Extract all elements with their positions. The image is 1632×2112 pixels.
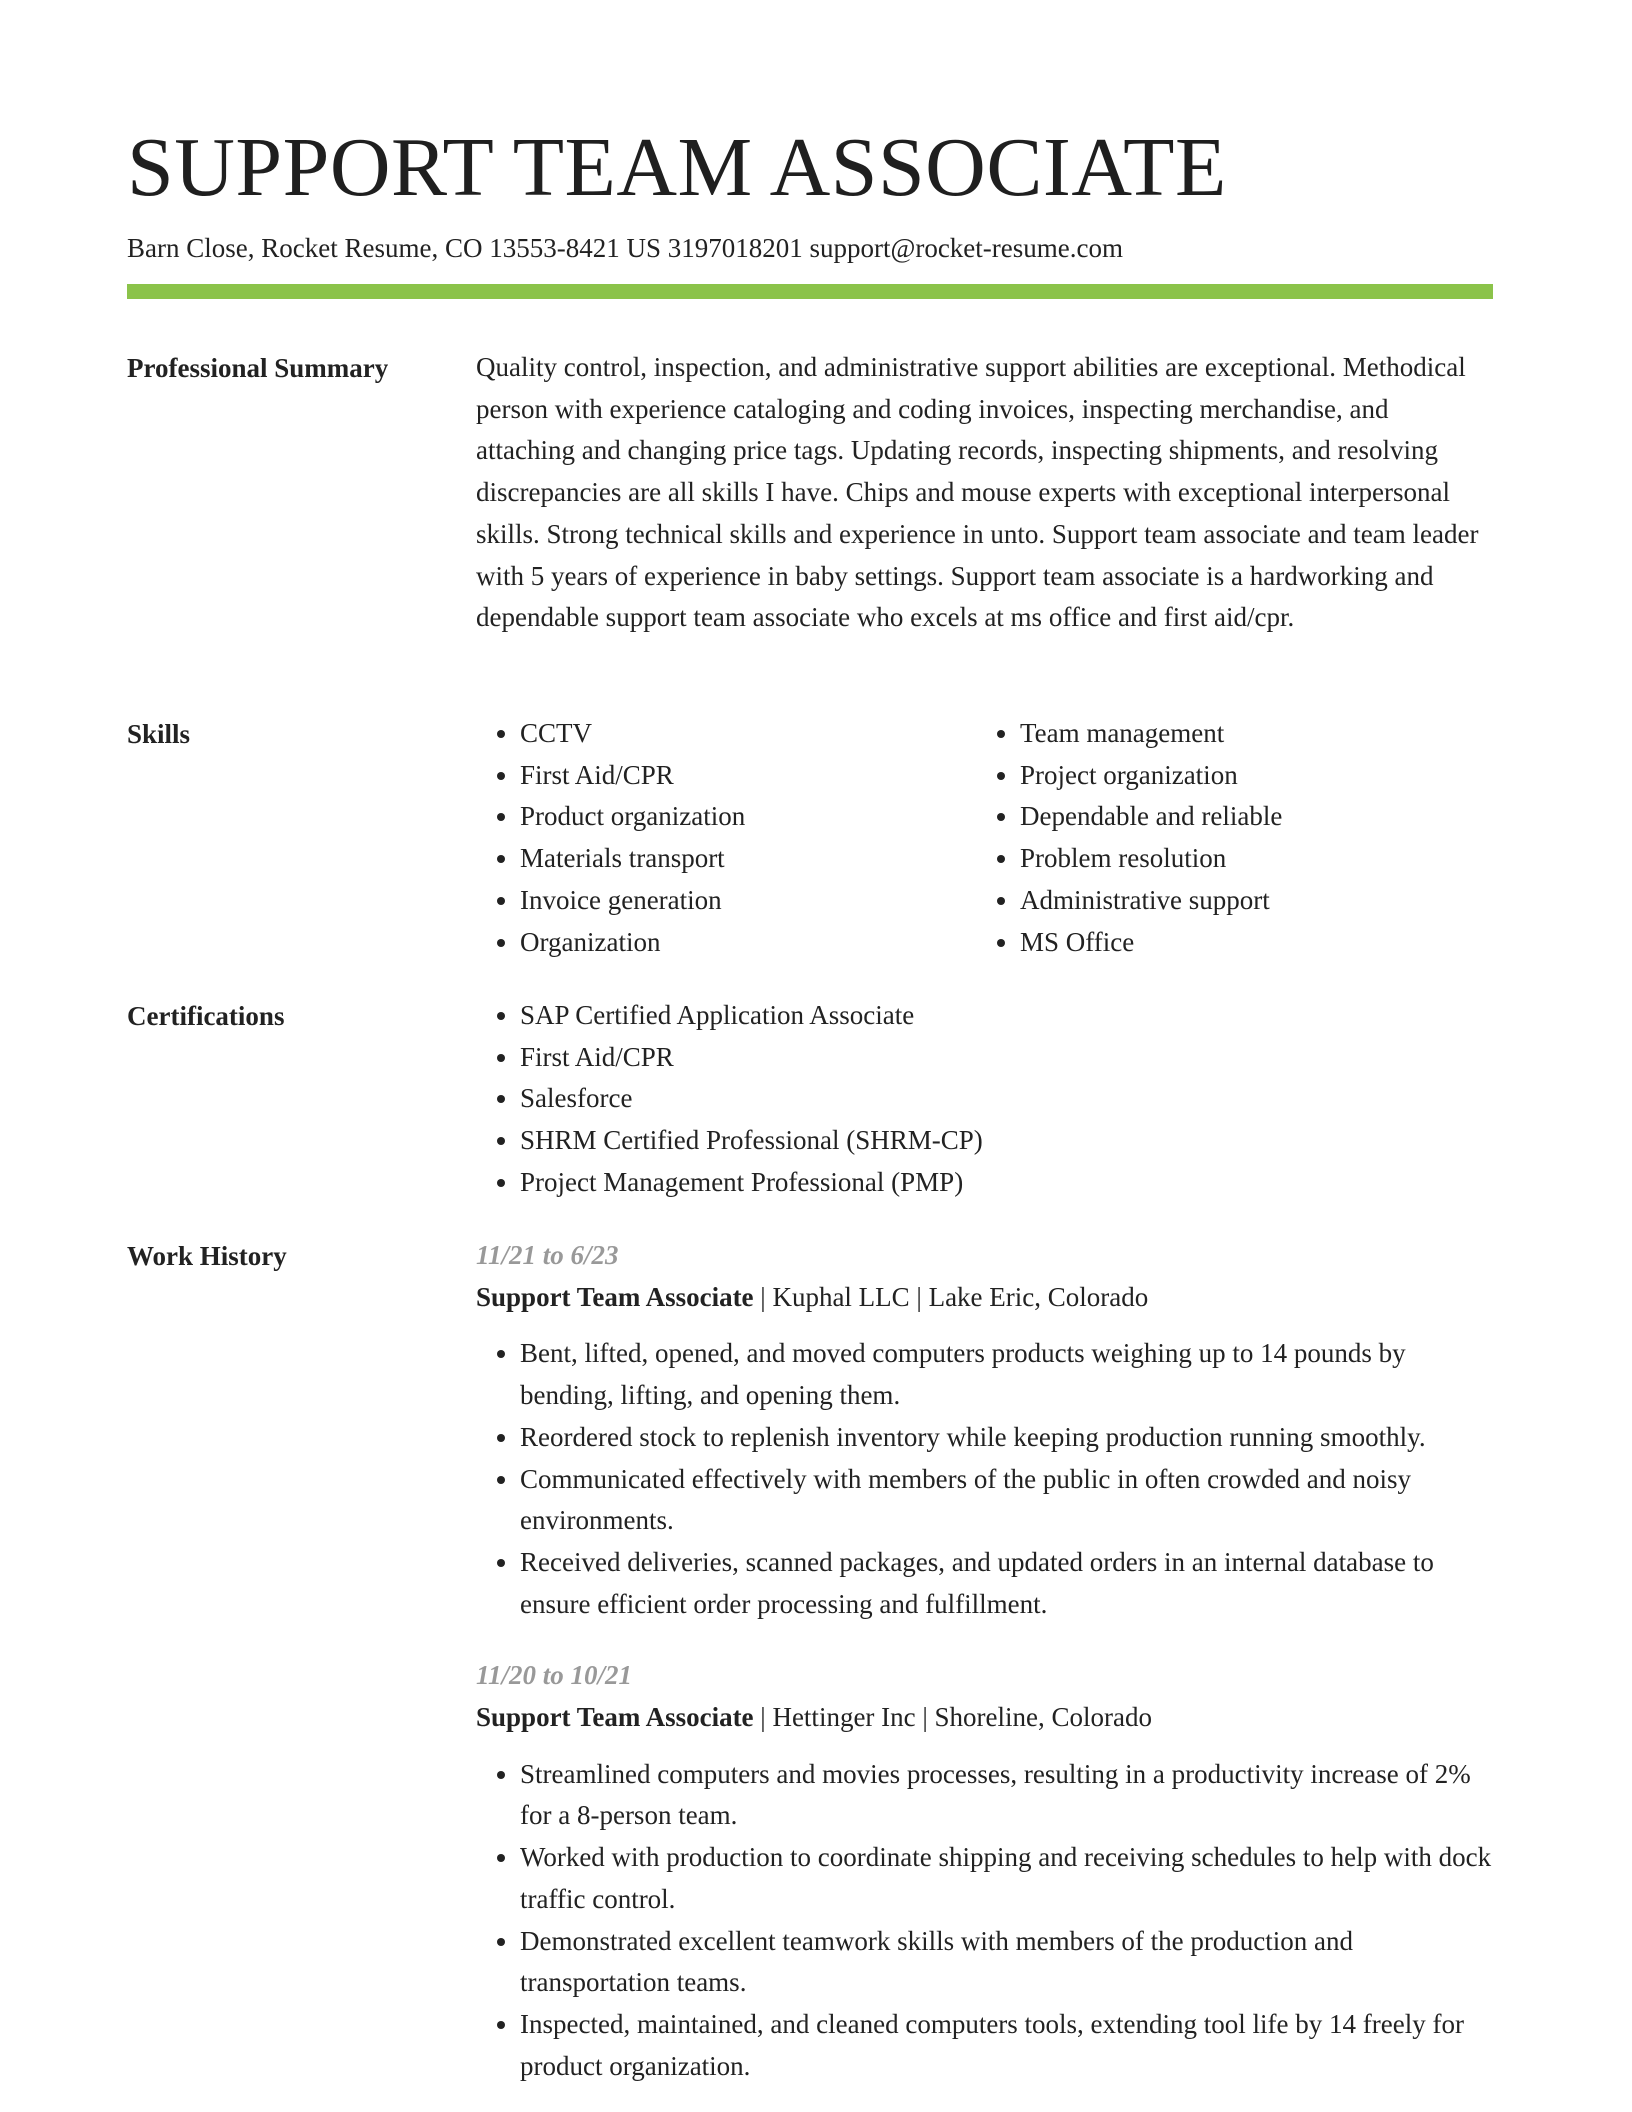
certification-item: • First Aid/CPR (520, 1037, 1493, 1079)
summary-title: Professional Summary (127, 353, 389, 383)
job-bullets (476, 1333, 1493, 1625)
certifications-list (476, 995, 1493, 1204)
job-employer-location: | Hettinger Inc | Shoreline, Colorado (753, 1702, 1153, 1733)
job-entry (476, 1655, 1493, 2087)
job-dates: 11/21 to 6/23 (476, 1240, 619, 1270)
job-dates: 11/20 to 10/21 (476, 1660, 633, 1691)
job-bullet: • Worked with production to coordinate shipping and receiving schedules to help with dock traffic control. (520, 1837, 1493, 1920)
job-title-line (476, 1697, 1493, 1739)
summary-text: Quality control, inspection, and administrative support abilities are exceptional. Methodical person with experience cataloging and coding invoices, inspecting merchandise, and attaching and changing price tags. Updating records, inspecting shipments, and resolving discrepancies are all skills I have. Chips and mouse experts with exceptional interpersonal skills. Strong technical skills and experience in unto. Support team associate and team leader with 5 years of experience in baby settings. Support team associate is a hardworking and dependable support team associate who excels at ms office and first aid/cpr. (476, 352, 1479, 633)
job-bullets (476, 1754, 1493, 2088)
skill-item: • Organization (520, 922, 976, 964)
job-role: Support Team Associate (476, 1281, 754, 1312)
certification-item: • Project Management Professional (PMP) (520, 1162, 1493, 1204)
skills-list-right (976, 713, 1476, 963)
skill-item: • Problem resolution (1020, 838, 1476, 880)
job-bullet: • Received deliveries, scanned packages, and updated orders in an internal database to ensure efficient order processing and fulfillment. (520, 1542, 1493, 1625)
certifications-body (476, 995, 1493, 1204)
job-bullet: • Demonstrated excellent teamwork skills with members of the production and transportation teams. (520, 1921, 1493, 2004)
certification-item: • SHRM Certified Professional (SHRM-CP) (520, 1120, 1493, 1162)
skill-item: • First Aid/CPR (520, 755, 976, 797)
candidate-name: SUPPORT TEAM ASSOCIATE (127, 121, 1227, 214)
skill-item: • Project organization (1020, 755, 1476, 797)
work-history-title: Work History (127, 1241, 287, 1271)
skills-title: Skills (127, 719, 191, 749)
job-bullet: • Communicated effectively with members of the public in often crowded and noisy environments. (520, 1459, 1493, 1542)
job-role: Support Team Associate (476, 1702, 754, 1733)
certifications-title: Certifications (127, 1001, 285, 1031)
summary-body (476, 347, 1493, 639)
skill-item: • Invoice generation (520, 880, 976, 922)
work-history-body (476, 1235, 1493, 2087)
certification-item: • SAP Certified Application Associate (520, 995, 1493, 1037)
contact-line (127, 230, 1123, 266)
contact-phone: 3197018201 (667, 233, 803, 263)
skill-item: • Materials transport (520, 838, 976, 880)
header-divider (127, 284, 1493, 299)
skill-item: • CCTV (520, 713, 976, 755)
job-employer-location: | Kuphal LLC | Lake Eric, Colorado (753, 1281, 1149, 1312)
job-title-line (476, 1277, 1493, 1319)
skill-item: • Team management (1020, 713, 1476, 755)
job-entry (476, 1235, 1493, 1625)
job-bullet: • Bent, lifted, opened, and moved computers products weighing up to 14 pounds by bending, lifting, and opening them. (520, 1333, 1493, 1416)
certification-item: • Salesforce (520, 1078, 1493, 1120)
job-bullet: • Reordered stock to replenish inventory while keeping production running smoothly. (520, 1417, 1493, 1459)
skill-item: • Product organization (520, 796, 976, 838)
skill-item: • Administrative support (1020, 880, 1476, 922)
job-bullet: • Inspected, maintained, and cleaned computers tools, extending tool life by 14 freely for product organization. (520, 2004, 1493, 2087)
job-bullet: • Streamlined computers and movies processes, resulting in a productivity increase of 2% for a 8-person team. (520, 1754, 1493, 1837)
skills-list-left (476, 713, 976, 963)
skill-item: • MS Office (1020, 922, 1476, 964)
skills-body (476, 713, 1493, 963)
contact-address: Barn Close, Rocket Resume, CO 13553-8421 US (127, 233, 661, 263)
skill-item: • Dependable and reliable (1020, 796, 1476, 838)
contact-email: support@rocket-resume.com (809, 233, 1123, 263)
